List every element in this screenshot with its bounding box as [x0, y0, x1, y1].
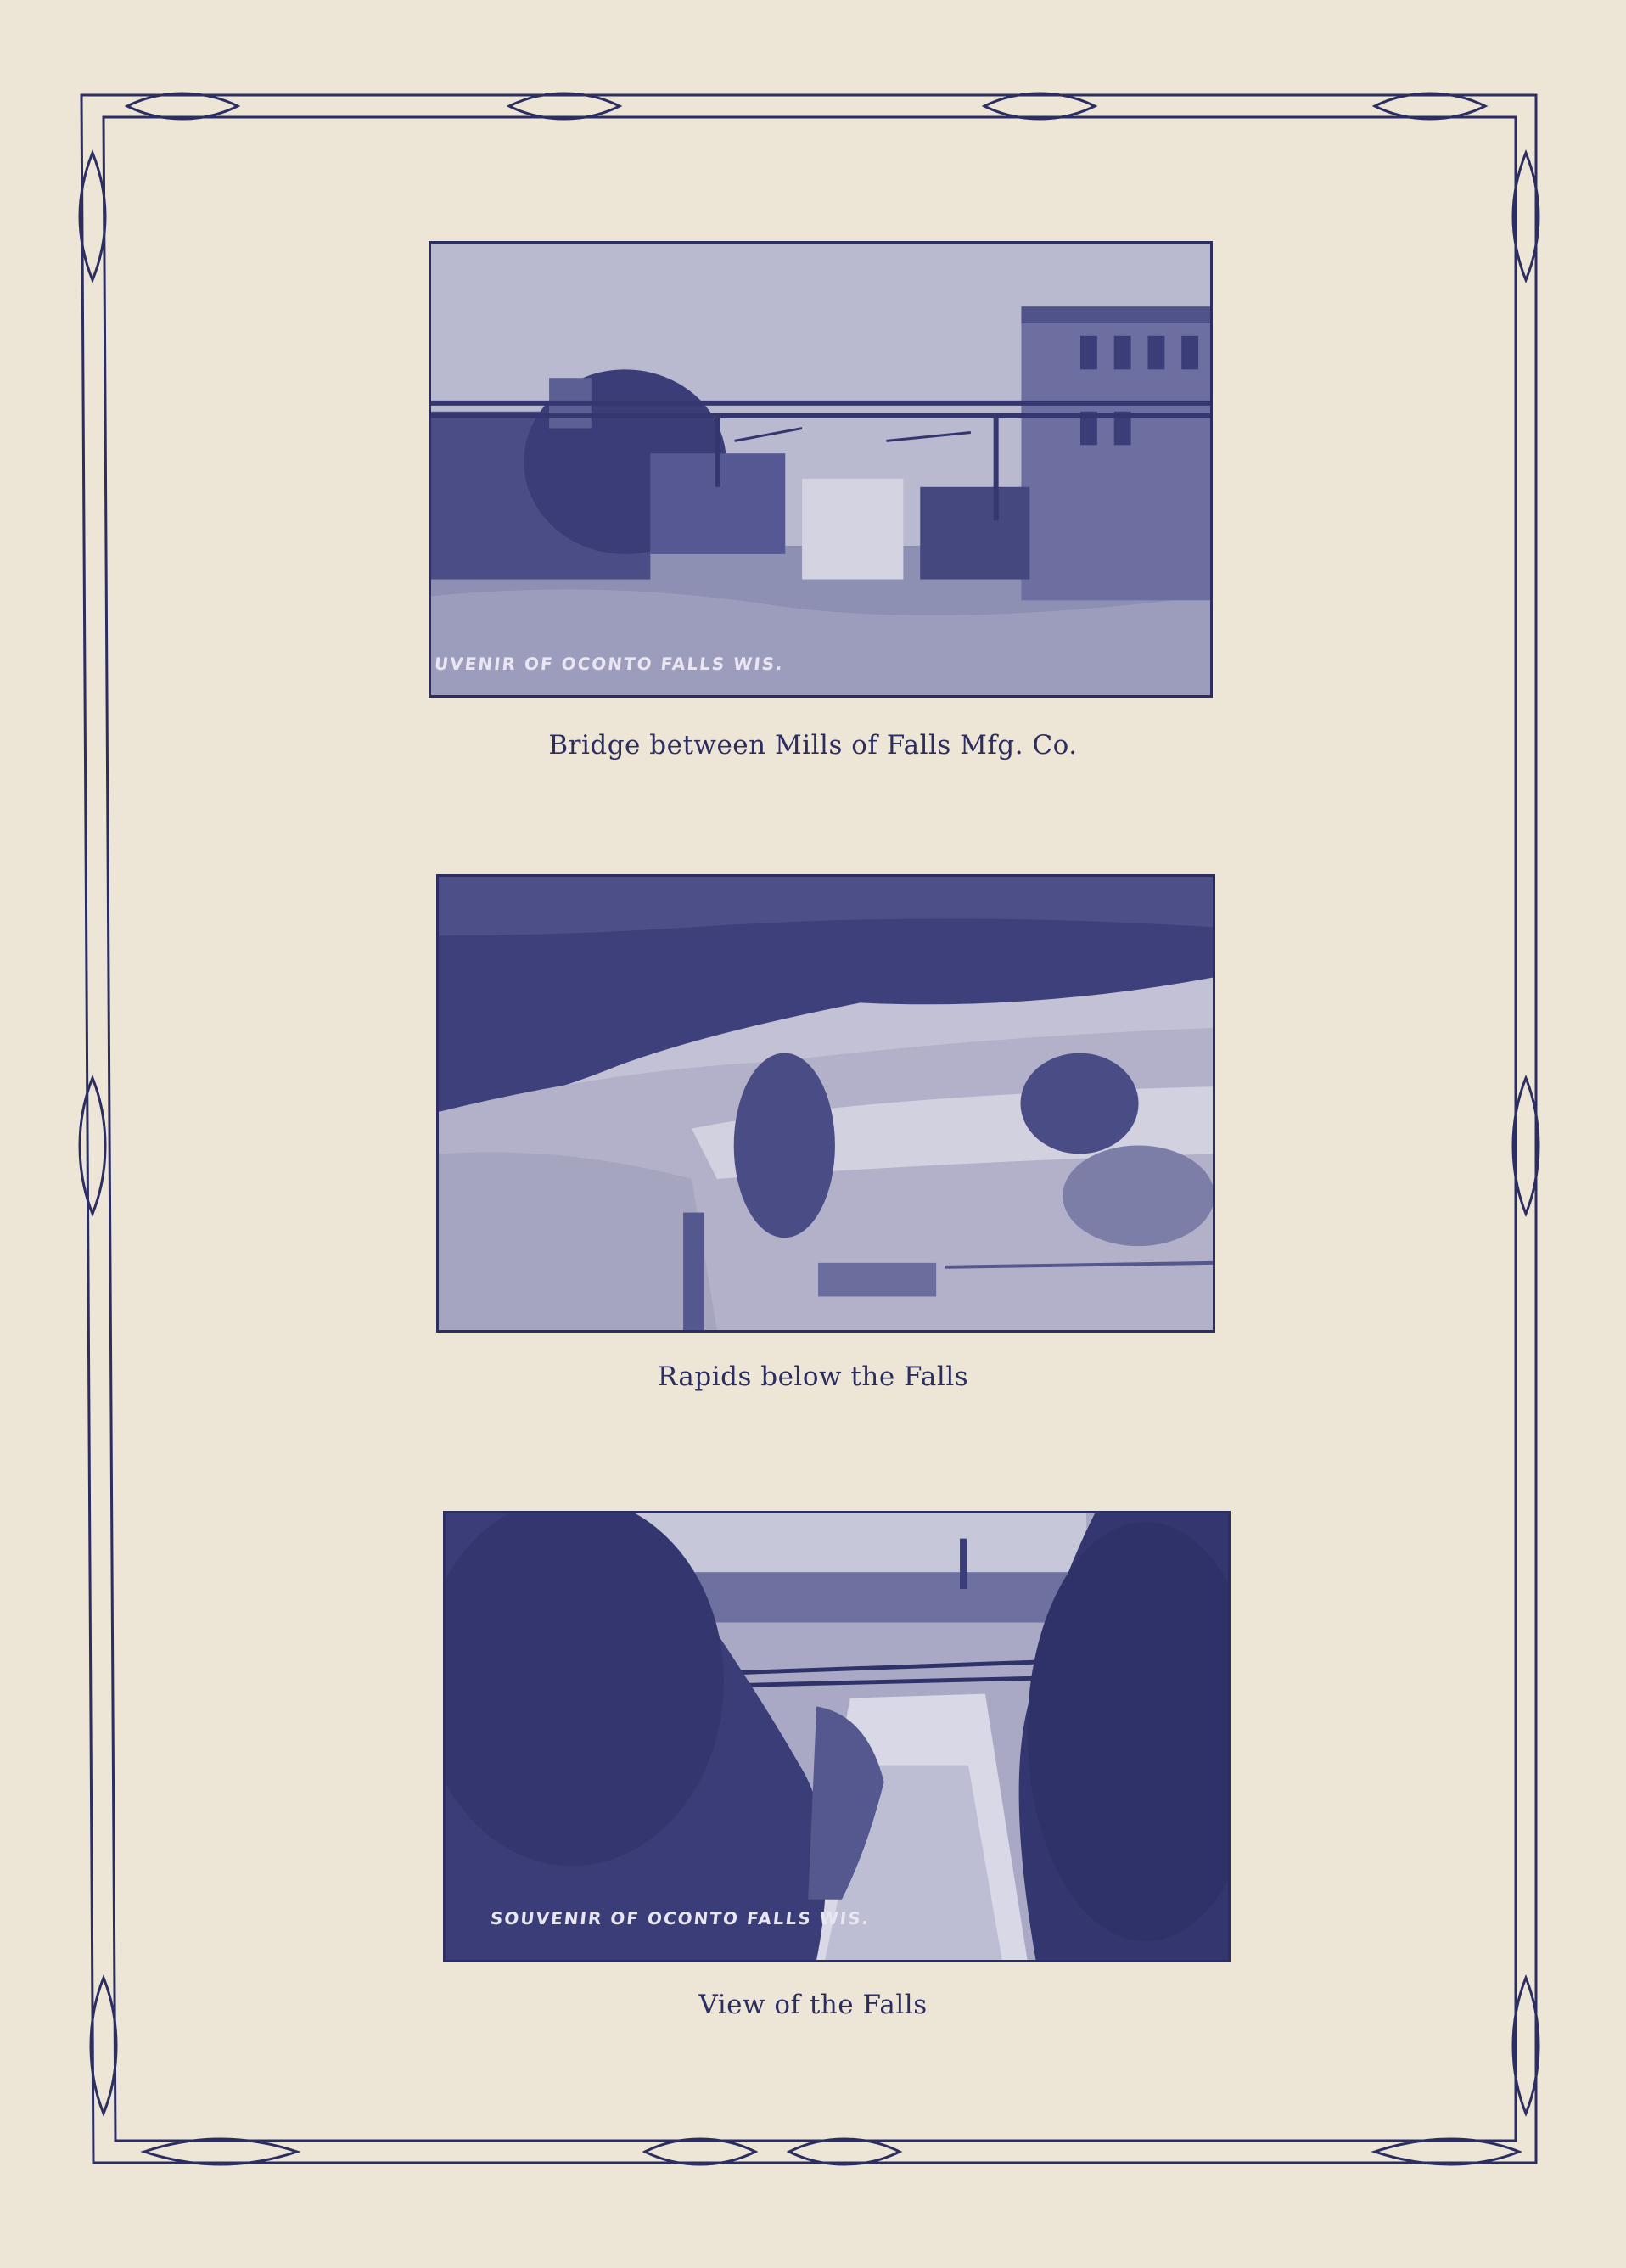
caption-falls-view: View of the Falls [698, 1990, 928, 2020]
caption-mill-bridge: Bridge between Mills of Falls Mfg. Co. [548, 730, 1078, 761]
photo-mill-bridge [429, 241, 1213, 698]
photo-imprint: UVENIR OF OCONTO FALLS WIS. [433, 654, 786, 674]
photo-rapids [436, 874, 1215, 1333]
photo-falls-view [443, 1511, 1231, 1962]
caption-rapids: Rapids below the Falls [657, 1361, 969, 1392]
photo-imprint: SOUVENIR OF OCONTO FALLS WIS. [489, 1908, 872, 1928]
